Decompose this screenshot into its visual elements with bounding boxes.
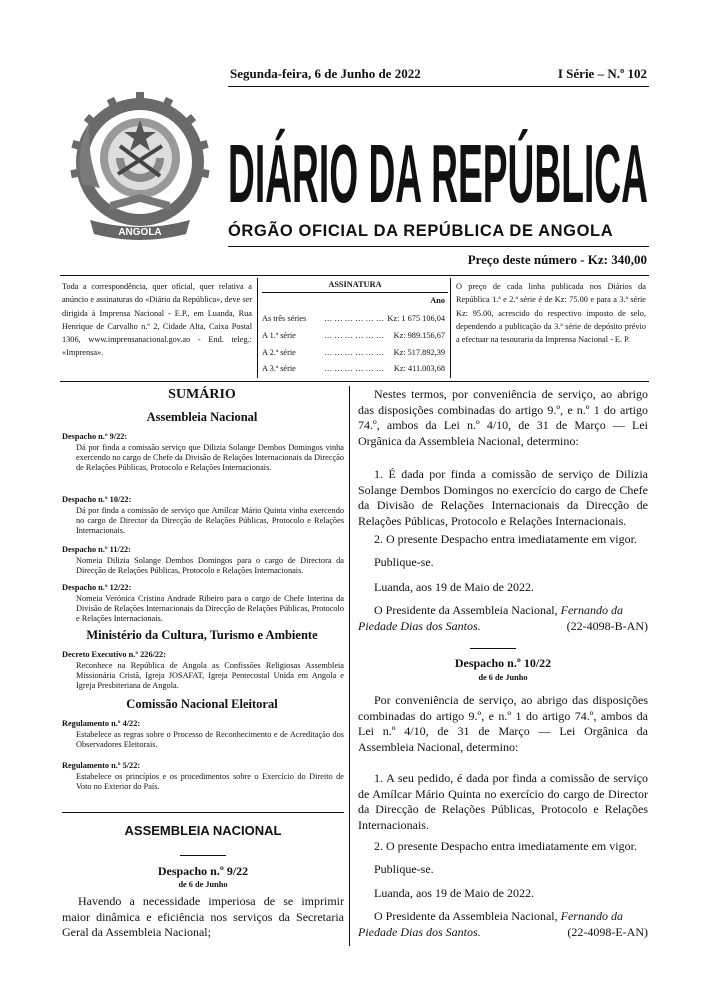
emblem-label: ANGOLA	[118, 227, 162, 238]
masthead-text: DIÁRIO DA REPÚBLICA	[228, 128, 648, 208]
short-rule	[180, 855, 226, 856]
column-divider	[349, 386, 350, 946]
signature-prefix: O Presidente da Assembleia Nacional,	[374, 603, 561, 617]
body-paragraph: Publique-se.	[374, 555, 434, 569]
subscription-row	[262, 348, 445, 360]
subscription-row	[262, 364, 445, 376]
summary-entry-title: Decreto Executivo n.º 226/22:	[62, 650, 166, 659]
subscription-value: Kz: 411.003,68	[393, 364, 445, 373]
subscription-label: A 2.ª série	[262, 348, 296, 357]
issue-date: Segunda-feira, 6 de Junho de 2022	[230, 66, 421, 81]
despacho-title: Despacho n.º 9/22	[157, 864, 249, 878]
summary-entry-title: Regulamento n.º 5/22:	[62, 761, 141, 770]
body-paragraph: 2. O presente Despacho entra imediatamente em vigor.	[374, 532, 637, 546]
summary-entry-title: Despacho n.º 12/22:	[62, 583, 132, 592]
correspondence-note: Toda a correspondência, quer oficial, quer relativa a anúncio e assinaturas do «Diário da República», deve ser dirigida à Imprensa Nacional - E.P., em Luanda, Rua Henrique de Carvalho n.º 2, Cidade Alta, Caixa Postal 1306, www.imprensanacional.gov.ao - End. teleg.: «Imprensa».	[62, 282, 252, 358]
despacho-paragraph: Havendo a necessidade imperiosa de se imprimir maior dinâmica e eficiência nos serviços da Secretaria Geral da Assembleia Nacional;	[62, 894, 344, 939]
summary-entry-text: Nomeia Dilizia Solange Dembos Domingos para o cargo de Directora da Direcção de Relações Públicas, Protocolo e Relações Internacionais.	[76, 556, 344, 576]
subtitle-rule	[228, 246, 649, 247]
subscription-row	[262, 314, 445, 326]
despacho-date: de 6 de Junho	[478, 673, 528, 682]
summary-entry-text: Dá por finda a comissão de serviço que Amílcar Mário Quinta vinha exercendo no cargo de Director da Direcção de Relações Públicas, Protocolo e Relações Internacionais.	[76, 506, 344, 536]
subscription-dots: … … … … … …	[324, 331, 385, 340]
subscription-row	[262, 331, 445, 343]
subscription-label: As três séries	[262, 314, 307, 323]
info-divider	[257, 278, 258, 378]
subscription-dots: … … … … … …	[324, 364, 385, 373]
summary-entry-title: Despacho n.º 10/22:	[62, 495, 132, 504]
signature-line	[358, 603, 648, 634]
issue-price: Preço deste número - Kz: 340,00	[467, 252, 647, 267]
subscription-column-year: Ano	[430, 296, 445, 305]
subscription-label: A 1.ª série	[262, 331, 296, 340]
price-rule	[60, 275, 649, 276]
document-reference: (22-4098-B-AN)	[566, 618, 648, 633]
angola-emblem-icon	[60, 84, 220, 244]
summary-rule	[62, 812, 344, 813]
body-paragraph: 2. O presente Despacho entra imediatamente em vigor.	[374, 839, 637, 853]
subscription-dots: … … … … … …	[324, 314, 385, 323]
body-paragraph: Luanda, aos 19 de Maio de 2022.	[374, 886, 534, 900]
summary-entry-title: Regulamento n.º 4/22:	[62, 719, 141, 728]
summary-section-heading: Ministério da Cultura, Turismo e Ambiente	[86, 628, 318, 642]
despacho-title: Despacho n.º 10/22	[454, 656, 552, 670]
short-rule	[470, 648, 516, 649]
summary-entry-text: Estabelece as regras sobre o Processo de Reconhecimento e de Acreditação dos Observadores Eleitorais.	[76, 730, 344, 750]
masthead-title	[228, 124, 648, 208]
body-paragraph: 1. A seu pedido, é dada por finda a comissão de serviço de Amílcar Mário Quinta no exercício do cargo de Director da Direcção de Relações Públicas, Protocolo e Relações Internacionais.	[358, 771, 648, 832]
body-paragraph: Nestes termos, por conveniência de serviço, ao abrigo das disposições combinadas do artigo 9.º, e n.º 1 do artigo 74.º, ambos da Lei n.º 4/10, de 31 de Março — Lei Orgânica da Assembleia Nacional, determino:	[358, 387, 648, 448]
summary-section-heading: Assembleia Nacional	[146, 410, 258, 424]
section-title-assembleia: ASSEMBLEIA NACIONAL	[124, 823, 282, 838]
body-paragraph: Luanda, aos 19 de Maio de 2022.	[374, 580, 534, 594]
info-rule	[60, 381, 649, 382]
signature-line	[358, 909, 648, 940]
subscription-title: ASSINATURA	[328, 280, 382, 289]
signature-prefix: O Presidente da Assembleia Nacional,	[374, 909, 561, 923]
subscription-rule	[262, 292, 448, 293]
summary-entry-text: Estabelece os princípios e os procedimentos sobre o Exercício do Direito de Voto no Exterior do País.	[76, 772, 344, 792]
info-divider	[450, 278, 451, 378]
subscription-label: A 3.ª série	[262, 364, 296, 373]
header-rule	[228, 86, 649, 87]
summary-entry-title: Despacho n.º 9/22:	[62, 432, 128, 441]
despacho-date: de 6 de Junho	[178, 880, 228, 889]
subscription-value: Kz: 1 675 106,04	[387, 314, 445, 323]
document-reference: (22-4098-E-AN)	[567, 924, 648, 939]
summary-entry-text: Dá por finda a comissão serviço que Dilizia Solange Dembos Domingos vinha exercendo no cargo de Chefe da Divisão de Relações Internacionais da Direcção de Relações Públicas, Protocolo e Relações Internacionais.	[76, 443, 344, 473]
summary-entry-text: Reconhece na República de Angola as Confissões Religiosas Assembleia Missionária Cristã, Igreja JOSAFAT, Igreja Pentecostal Unida em Angola e Igreja Presbiteriana de Angola.	[76, 661, 344, 691]
pricing-note: O preço de cada linha publicada nos Diários da República 1.ª e 2.ª série é de Kz: 75.00 e para a 3.ª série Kz: 95.00, acrescido do respectivo imposto de selo, dependendo a publicação da 3.ª série de depósito prévio a efectuar na tesouraria da Imprensa Nacional - E. P.	[456, 282, 646, 345]
body-paragraph: Publique-se.	[374, 862, 434, 876]
issue-series: I Série – N.º 102	[557, 66, 647, 81]
subscription-dots: … … … … … …	[324, 348, 385, 357]
body-paragraph: Por conveniência de serviço, ao abrigo das disposições combinadas do artigo 9.º, e n.º 1 do artigo 74.º, ambos da Lei n.º 4/10, de 31 de Março — Lei Orgânica da Assembleia Nacional, determino:	[358, 693, 648, 754]
subscription-value: Kz: 989.156,67	[393, 331, 445, 340]
summary-title: SUMÁRIO	[168, 387, 236, 402]
masthead-subtitle: ÓRGÃO OFICIAL DA REPÚBLICA DE ANGOLA	[228, 222, 614, 240]
summary-section-heading: Comissão Nacional Eleitoral	[126, 697, 278, 711]
body-paragraph: 1. É dada por finda a comissão de serviço de Dilizia Solange Dembos Domingos no exercício do cargo de Chefe da Divisão de Relações Internacionais da Direcção de Relações Públicas, Protocolo e Relações Internacionais.	[358, 467, 648, 528]
summary-entry-title: Despacho n.º 11/22:	[62, 545, 131, 554]
signature-name: Fernando da Piedade Dias dos Santos.	[358, 603, 623, 633]
signature-name: Fernando da Piedade Dias dos Santos.	[358, 909, 623, 939]
subscription-value: Kz: 517.892,39	[393, 348, 445, 357]
summary-entry-text: Nomeia Verónica Cristina Andrade Ribeiro para o cargo de Chefe Interina da Divisão de Relações Internacionais da Direcção de Relações Públicas, Protocolo e Relações Internacionais.	[76, 594, 344, 624]
